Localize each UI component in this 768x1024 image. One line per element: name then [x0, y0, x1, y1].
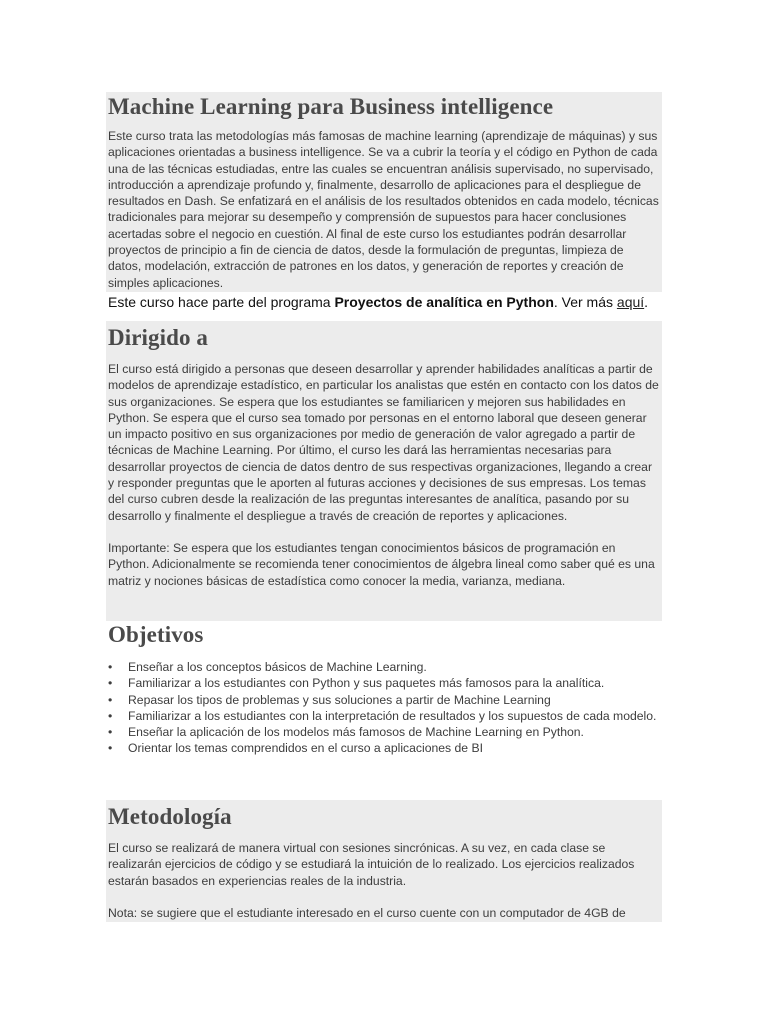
- list-item: [106, 692, 666, 708]
- list-item: [106, 740, 666, 756]
- program-name: Proyectos de analítica en Python: [334, 294, 554, 310]
- bullet: •: [108, 708, 113, 723]
- list-item: [106, 708, 666, 724]
- bullet: •: [108, 676, 113, 691]
- list-item: [106, 675, 666, 691]
- program-link[interactable]: aquí: [616, 294, 645, 310]
- metodologia-paragraph-2: Nota: se sugiere que el estudiante interesado en el curso cuente con un computador de 4GB de: [108, 905, 626, 920]
- intro-section: [106, 92, 662, 292]
- metodologia-heading: Metodología: [108, 804, 232, 829]
- bullet: •: [108, 741, 113, 756]
- objetivo-text: Familiarizar a los estudiantes con la interpretación de resultados y los supuestos de cada modelo.: [128, 708, 657, 723]
- objetivo-text: Enseñar la aplicación de los modelos más famosos de Machine Learning en Python.: [128, 725, 584, 740]
- objetivo-text: Familiarizar a los estudiantes con Python y sus paquetes más famosos para la analítica.: [128, 676, 605, 691]
- bullet: •: [108, 692, 113, 707]
- objetivos-heading: Objetivos: [108, 622, 204, 647]
- metodologia-section: [106, 800, 662, 922]
- course-description: Este curso trata las metodologías más famosas de machine learning (aprendizaje de máquinas) y sus aplicaciones orientadas a business intelligence. Se va a cubrir la teoría y el código en Python de cada una de las técnicas estudiadas, entre las cuales se encuentran análisis supervisado, no supervisado, introducción a aprendizaje profundo y, finalmente, desarrollo de aplicaciones para el despliegue de resultados en Dash. Se enfatizará en el análisis de los resultados obtenidos en cada modelo, técnicas tradicionales para mejorar su desempeño y comprensión de supuestos para hacer conclusiones acertadas sobre el negocio en cuestión. Al final de este curso los estudiantes podrán desarrollar proyectos de principio a fin de ciencia de datos, desde la formulación de preguntas, limpieza de datos, modelación, extracción de patrones en los datos, y generación de reportes y creación de simples aplicaciones.: [108, 129, 659, 290]
- program-line: [108, 293, 708, 312]
- course-title: Machine Learning para Business intelligence: [108, 94, 554, 119]
- objetivos-list: [106, 659, 666, 757]
- objetivos-heading-wrap: [108, 620, 203, 650]
- program-suffix: .: [644, 294, 649, 310]
- bullet: •: [108, 725, 113, 740]
- list-item: [106, 659, 666, 675]
- objetivo-text: Repasar los tipos de problemas y sus soluciones a partir de Machine Learning: [128, 692, 551, 707]
- program-prefix: Este curso hace parte del programa: [108, 294, 335, 310]
- dirigido-paragraph-2: Importante: Se espera que los estudiantes tengan conocimientos básicos de programación en Python. Adicionalmente se recomienda tener conocimientos de álgebra lineal como saber qué es una matriz y nociones básicas de estadística como conocer la media, varianza, mediana.: [108, 540, 655, 588]
- list-item: [106, 724, 666, 740]
- dirigido-section: [106, 321, 662, 621]
- dirigido-paragraph-1: El curso está dirigido a personas que deseen desarrollar y aprender habilidades analíticas a partir de modelos de aprendizaje estadístico, en particular los analistas que estén en contacto con los datos de sus organizaciones. Se espera que los estudiantes se familiaricen y mejoren sus habilidades en Python. Se espera que el curso sea tomado por personas en el entorno laboral que deseen generar un impacto positivo en sus organizaciones por medio de generación de valor agregado a partir de técnicas de Machine Learning. Por último, el curso les dará las herramientas necesarias para desarrollar proyectos de ciencia de datos dentro de sus respectivas organizaciones, llegando a crear y responder preguntas que le aporten al futuras acciones y decisiones de sus empresas. Los temas del curso cubren desde la realización de las preguntas interesantes de analítica, pasando por su desarrollo y finalmente el despliegue a través de creación de reportes y aplicaciones.: [108, 362, 659, 523]
- bullet: •: [108, 660, 113, 674]
- program-middle: . Ver más: [553, 294, 617, 310]
- objetivo-text: Orientar los temas comprendidos en el curso a aplicaciones de BI: [128, 741, 483, 756]
- objetivo-text: Enseñar a los conceptos básicos de Machine Learning.: [128, 660, 427, 674]
- metodologia-paragraph-1: El curso se realizará de manera virtual con sesiones sincrónicas. A su vez, en cada clase se realizarán ejercicios de código y se estudiará la intuición de lo realizado. Los ejercicios realizados estarán basados en experiencias reales de la industria.: [108, 841, 635, 888]
- dirigido-heading: Dirigido a: [108, 325, 209, 350]
